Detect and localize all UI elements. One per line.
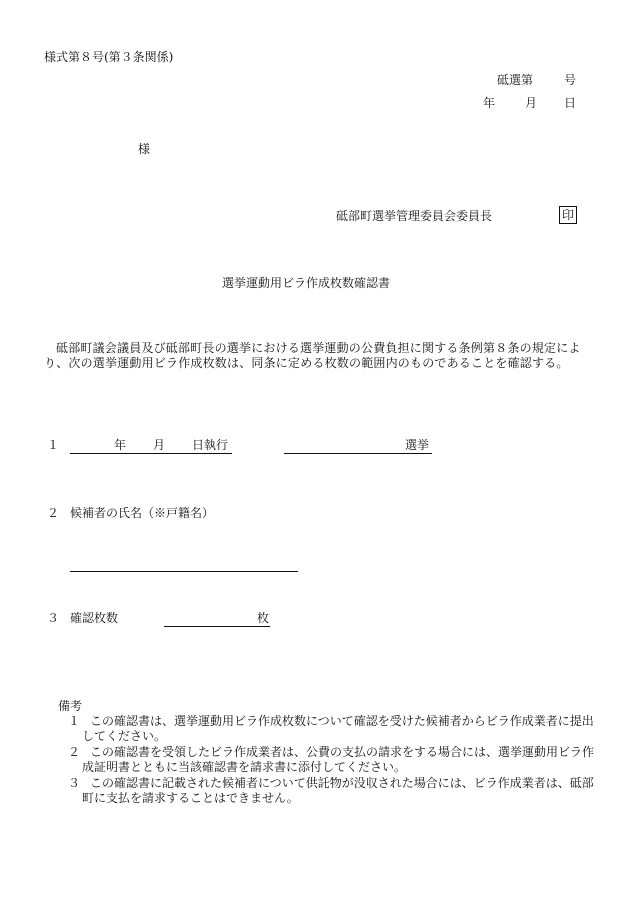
item3-label: 確認枚数	[70, 611, 119, 625]
confirmed-count-field[interactable]	[164, 611, 270, 627]
election-date-field[interactable]	[70, 438, 232, 454]
note-number: １	[68, 714, 81, 728]
recipient-honorific: 様	[138, 142, 151, 156]
item1-year: 年	[114, 438, 127, 452]
note-item	[68, 745, 604, 775]
candidate-name-field[interactable]	[70, 556, 298, 572]
election-name-field[interactable]	[284, 438, 432, 454]
item1-election: 選挙	[405, 438, 430, 452]
note-text: この確認書は、選挙運動用ビラ作成枚数について確認を受けた候補者からビラ作成業者に提出してください。	[82, 714, 594, 743]
item3-number: ３	[47, 611, 60, 625]
note-text: この確認書を受領したビラ作成業者は、公費の支払の請求をする場合には、選挙運動用ビラ作成証明書とともに当該確認書を請求書に添付してください。	[82, 745, 595, 774]
note-text: この確認書に記載された候補者について供託物が没収された場合には、ビラ作成業者は、砥部町に支払を請求することはできません。	[82, 776, 594, 805]
seal-mark: 印	[559, 206, 577, 224]
date-year: 年	[483, 96, 496, 110]
note-item	[68, 714, 604, 744]
note-number: ２	[68, 745, 81, 759]
item1-election-line	[284, 438, 432, 454]
item1-month: 月	[153, 438, 166, 452]
item2-number: ２	[47, 506, 60, 520]
note-item	[68, 776, 604, 806]
form-number: 様式第８号(第３条関係)	[44, 50, 174, 64]
note-number: ３	[68, 776, 81, 790]
notes-heading: 備考	[58, 699, 83, 713]
document-title: 選挙運動用ビラ作成枚数確認書	[222, 276, 391, 290]
document-body: 砥部町議会議員及び砥部町長の選挙における選挙運動の公費負担に関する条例第８条の規定により、次の選挙運動用ビラ作成枚数は、同条に定める枚数の範囲内のものであることを確認する。	[44, 341, 581, 370]
document-number-prefix: 砥選第	[497, 73, 534, 87]
item1-day-executed: 日執行	[192, 438, 229, 452]
item3-count-line	[164, 611, 270, 627]
date-day: 日	[564, 96, 577, 110]
item1-date-line	[70, 438, 232, 454]
item3-unit: 枚	[257, 611, 270, 625]
issuer-title: 砥部町選挙管理委員会委員長	[336, 209, 493, 223]
item1-number: １	[47, 438, 60, 452]
item2-label: 候補者の氏名（※戸籍名）	[70, 506, 215, 520]
date-month: 月	[525, 96, 538, 110]
document-number-suffix: 号	[564, 73, 577, 87]
